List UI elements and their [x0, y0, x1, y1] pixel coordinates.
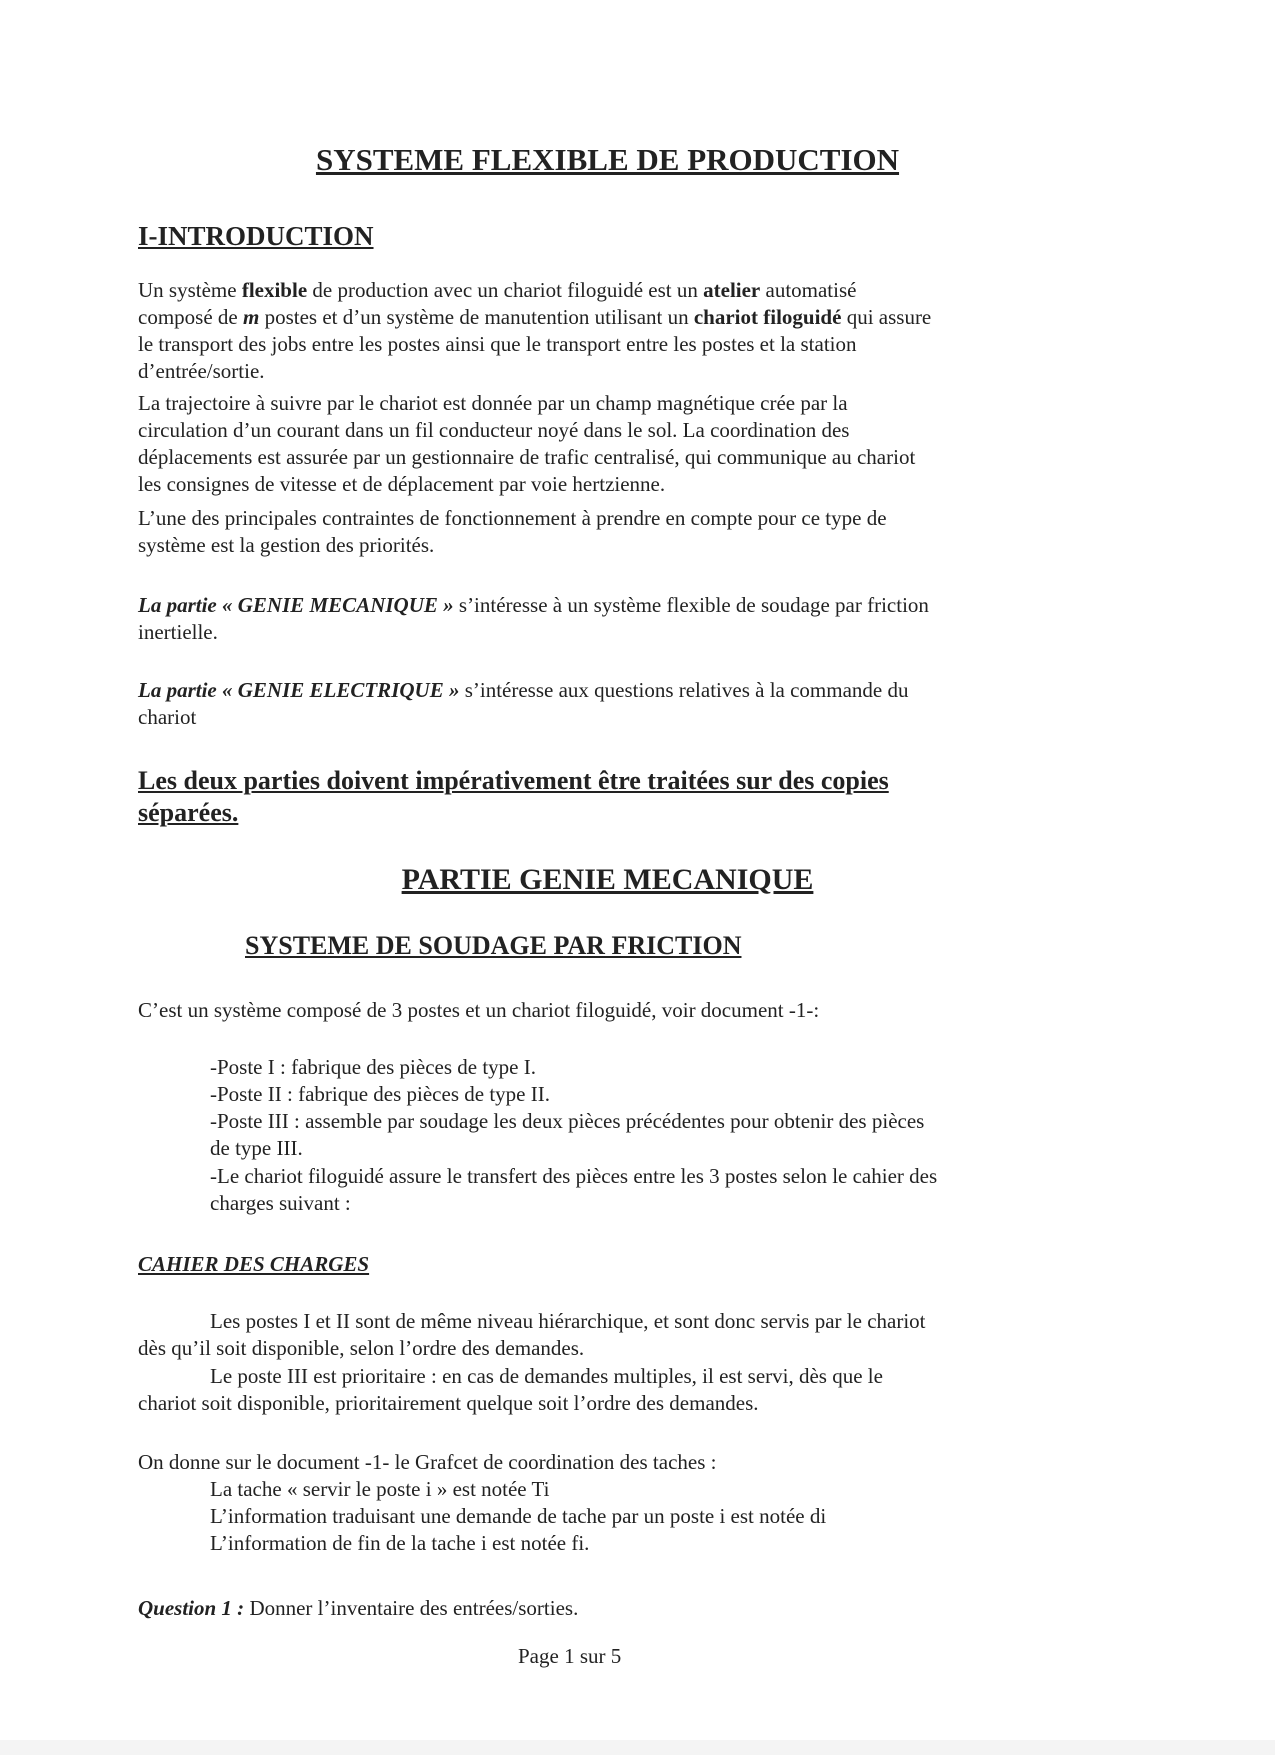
question-1: Question 1 : Donner l’inventaire des entrées/sorties. — [138, 1596, 579, 1620]
elec-part-line2: chariot — [138, 705, 197, 729]
elec-part-line1: La partie « GENIE ELECTRIQUE » s’intéresse aux questions relatives à la commande du — [138, 678, 909, 702]
document-title: SYSTEME FLEXIBLE DE PRODUCTION — [315, 142, 900, 177]
intro-p1-line2: composé de m postes et d’un système de manutention utilisant un chariot filoguidé qui assure — [138, 305, 932, 329]
grafcet-line: L’information traduisant une demande de tache par un poste i est notée di — [210, 1504, 827, 1528]
intro-heading: I-INTRODUCTION — [138, 221, 374, 251]
poste-line: -Poste I : fabrique des pièces de type I. — [210, 1055, 536, 1079]
grafcet-line: La tache « servir le poste i » est notée Ti — [210, 1477, 550, 1501]
intro-p2-line4: les consignes de vitesse et de déplacement par voie hertzienne. — [138, 472, 666, 496]
warning-line2: séparées. — [138, 798, 239, 827]
mech-part-line1: La partie « GENIE MECANIQUE » s’intéresse à un système flexible de soudage par friction — [138, 593, 929, 617]
system-intro: C’est un système composé de 3 postes et un chariot filoguidé, voir document -1-: — [138, 998, 820, 1022]
intro-p1-line1: Un système flexible de production avec un chariot filoguidé est un atelier automatisé — [138, 278, 857, 302]
sheet-bottom-edge — [0, 1740, 1275, 1755]
page-footer: Page 1 sur 5 — [518, 1644, 622, 1668]
poste-line: -Le chariot filoguidé assure le transfert des pièces entre les 3 postes selon le cahier des — [210, 1164, 938, 1188]
poste-line: -Poste III : assemble par soudage les deux pièces précédentes pour obtenir des pièces — [210, 1109, 925, 1133]
intro-p3-line2: système est la gestion des priorités. — [138, 533, 435, 557]
intro-p1-line3: le transport des jobs entre les postes ainsi que le transport entre les postes et la station — [138, 332, 857, 356]
grafcet-line: L’information de fin de la tache i est notée fi. — [210, 1531, 590, 1555]
intro-p1-line4: d’entrée/sortie. — [138, 359, 265, 383]
poste-line: charges suivant : — [210, 1191, 351, 1215]
cahier-line: chariot soit disponible, prioritairement quelque soit l’ordre des demandes. — [138, 1391, 759, 1415]
intro-p2-line1: La trajectoire à suivre par le chariot est donnée par un champ magnétique crée par la — [138, 391, 848, 415]
cahier-heading: CAHIER DES CHARGES — [138, 1252, 370, 1276]
intro-p2-line3: déplacements est assurée par un gestionnaire de trafic centralisé, qui communique au chariot — [138, 445, 916, 469]
section-title: SYSTEME DE SOUDAGE PAR FRICTION — [245, 931, 742, 960]
part-title: PARTIE GENIE MECANIQUE — [401, 863, 814, 896]
poste-line: de type III. — [210, 1136, 303, 1160]
intro-p3-line1: L’une des principales contraintes de fonctionnement à prendre en compte pour ce type de — [138, 506, 887, 530]
cahier-line: Le poste III est prioritaire : en cas de demandes multiples, il est servi, dès que le — [210, 1364, 883, 1388]
grafcet-intro: On donne sur le document -1- le Grafcet de coordination des taches : — [138, 1450, 717, 1474]
warning-line1: Les deux parties doivent impérativement être traitées sur des copies — [138, 766, 889, 795]
intro-p2-line2: circulation d’un courant dans un fil conducteur noyé dans le sol. La coordination des — [138, 418, 850, 442]
poste-line: -Poste II : fabrique des pièces de type II. — [210, 1082, 550, 1106]
cahier-line: Les postes I et II sont de même niveau hiérarchique, et sont donc servis par le chariot — [210, 1309, 926, 1333]
cahier-line: dès qu’il soit disponible, selon l’ordre des demandes. — [138, 1336, 585, 1360]
mech-part-line2: inertielle. — [138, 620, 218, 644]
